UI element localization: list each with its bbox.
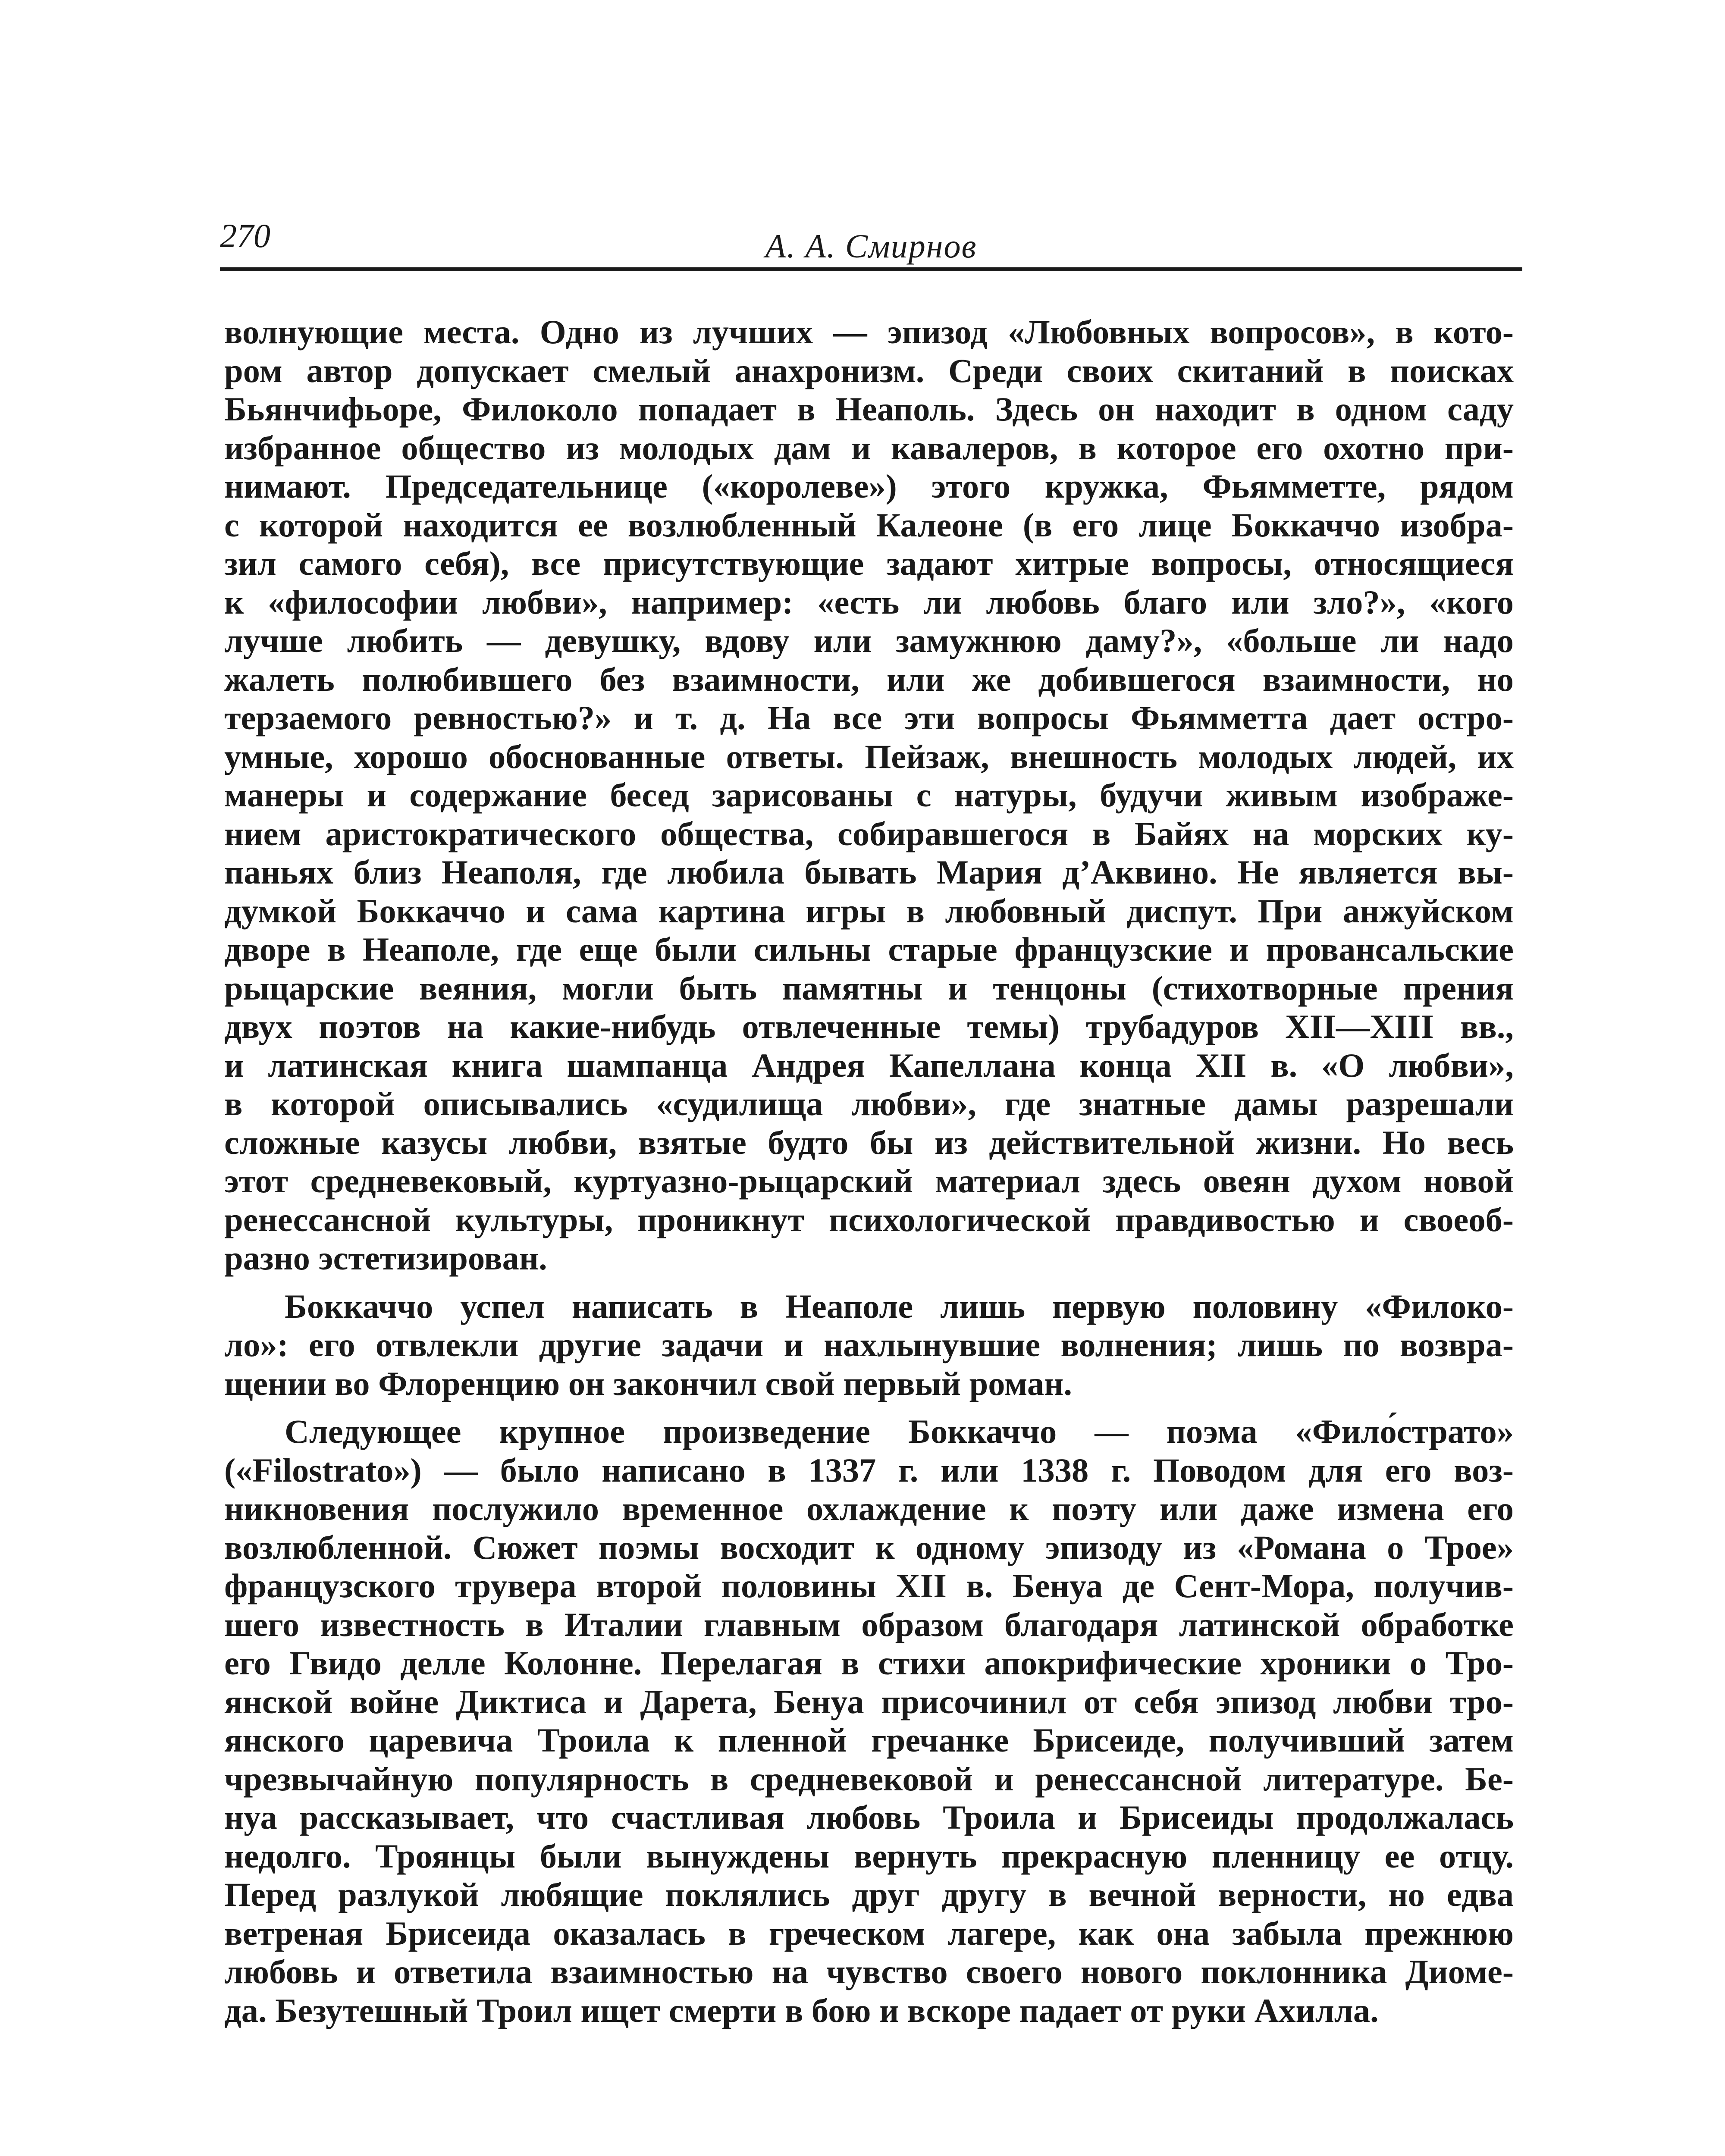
text-line: да. Безутешный Троил ищет смерти в бою и вскоре падает от руки Ахилла. (224, 1991, 1379, 2029)
text-line: («Filostrato») — было написано в 1337 г. или 1338 г. Поводом для его воз- (224, 1451, 1514, 1489)
body-text (224, 313, 1514, 2030)
header-rule (220, 267, 1522, 271)
text-line: в которой описывались «судилища любви», где знатные дамы разрешали (224, 1085, 1514, 1122)
text-line: нием аристократического общества, собиравшегося в Байях на морских ку- (224, 815, 1514, 852)
text-line: двух поэтов на какие-нибудь отвлеченные темы) трубадуров XII—XIII вв., (224, 1008, 1514, 1045)
text-line: ло»: его отвлекли другие задачи и нахлынувшие волнения; лишь по возвра- (224, 1326, 1514, 1363)
text-line: Боккаччо успел написать в Неаполе лишь первую половину «Филоко- (285, 1287, 1514, 1325)
text-line: избранное общество из молодых дам и кавалеров, в которое его охотно при- (224, 429, 1514, 467)
text-line: чрезвычайную популярность в средневековой и ренессансной литературе. Бе- (224, 1760, 1514, 1798)
text-line: умные, хорошо обоснованные ответы. Пейзаж, внешность молодых людей, их (224, 737, 1514, 775)
text-line: дворе в Неаполе, где еще были сильны старые французские и провансальские (224, 931, 1514, 968)
text-line: возлюбленной. Сюжет поэмы восходит к одному эпизоду из «Романа о Трое» (224, 1528, 1514, 1566)
text-line: ветреная Брисеида оказалась в греческом лагере, как она забыла прежнюю (224, 1914, 1514, 1952)
text-line: с которой находится ее возлюбленный Калеоне (в его лице Боккаччо изобра- (224, 506, 1514, 544)
text-line: рыцарские веяния, могли быть памятны и тенцоны (стихотворные прения (224, 969, 1514, 1007)
text-line: ром автор допускает смелый анахронизм. Среди своих скитаний в поисках (224, 351, 1514, 389)
running-head (220, 207, 1522, 272)
text-line: зил самого себя), все присутствующие задают хитрые вопросы, относящиеся (224, 545, 1514, 582)
text-line: ренессансной культуры, проникнут психологической правдивостью и своеоб- (224, 1200, 1514, 1238)
text-line: Бьянчифьоре, Филоколо попадает в Неаполь. Здесь он находит в одном саду (224, 390, 1514, 428)
text-line: нуа рассказывает, что счастливая любовь Троила и Брисеиды продолжалась (224, 1799, 1514, 1836)
text-line: нимают. Председательнице («королеве») этого кружка, Фьямметте, рядом (224, 467, 1514, 505)
text-line: его Гвидо делле Колонне. Перелагая в стихи апокрифические хроники о Тро- (224, 1644, 1514, 1682)
text-line: щении во Флоренцию он закончил свой первый роман. (224, 1364, 1073, 1402)
text-line: сложные казусы любви, взятые будто бы из действительной жизни. Но весь (224, 1123, 1514, 1161)
running-title: А. А. Смирнов (765, 227, 977, 265)
text-line: шего известность в Италии главным образом благодаря латинской обработке (224, 1605, 1514, 1643)
text-line: жалеть полюбившего без взаимности, или же добившегося взаимности, но (224, 660, 1514, 698)
text-line: Следующее крупное произведение Боккаччо — поэма «Фило́страто» (285, 1413, 1514, 1450)
text-line: янской войне Диктиса и Дарета, Бенуа присочинил от себя эпизод любви тро- (224, 1683, 1514, 1720)
text-line: лучше любить — девушку, вдову или замужнюю даму?», «больше ли надо (224, 622, 1514, 659)
text-line: к «философии любви», например: «есть ли любовь благо или зло?», «кого (224, 583, 1514, 621)
text-line: волнующие места. Одно из лучших — эпизод «Любовных вопросов», в кото- (224, 313, 1514, 351)
text-line: никновения послужило временное охлаждение к поэту или даже измена его (224, 1490, 1514, 1527)
text-line: терзаемого ревностью?» и т. д. На все эти вопросы Фьямметта дает остро- (224, 699, 1514, 736)
text-line: разно эстетизирован. (224, 1239, 547, 1277)
paragraph (224, 1412, 1514, 2030)
page-number: 270 (220, 217, 270, 254)
text-line: паньях близ Неаполя, где любила бывать Мария д’Аквино. Не является вы- (224, 853, 1514, 891)
text-line: этот средневековый, куртуазно-рыцарский материал здесь овеян духом новой (224, 1162, 1514, 1200)
text-line: думкой Боккаччо и сама картина игры в любовный диспут. При анжуйском (224, 892, 1514, 930)
text-line: любовь и ответила взаимностью на чувство своего нового поклонника Диоме- (224, 1953, 1514, 1990)
text-line: Перед разлукой любящие поклялись друг другу в вечной верности, но едва (224, 1876, 1514, 1913)
paragraph (224, 313, 1514, 1278)
text-line: манеры и содержание бесед зарисованы с натуры, будучи живым изображе- (224, 776, 1514, 814)
text-line: недолго. Троянцы были вынуждены вернуть прекрасную пленницу ее отцу. (224, 1837, 1514, 1875)
paragraph (224, 1287, 1514, 1403)
text-line: и латинская книга шампанца Андрея Капеллана конца XII в. «О любви», (224, 1046, 1514, 1084)
text-line: французского трувера второй половины XII в. Бенуа де Сент-Мора, получив- (224, 1567, 1514, 1604)
text-line: янского царевича Троила к пленной гречанке Брисеиде, получивший затем (224, 1721, 1514, 1759)
